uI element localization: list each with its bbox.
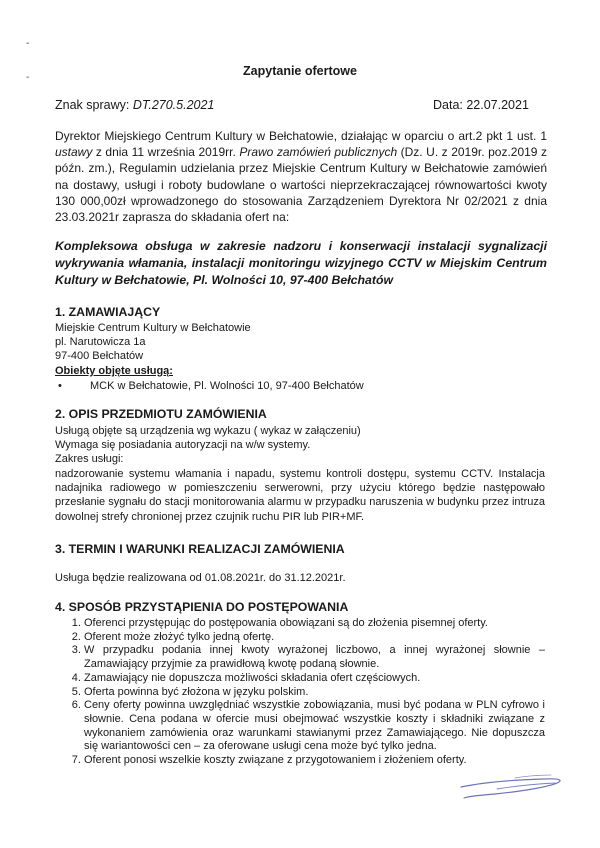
objects-label: Obiekty objęte usługą: — [55, 364, 173, 377]
case-reference — [55, 98, 214, 112]
list-item: 2. Oferent może złożyć tylko jedną ofertę. — [84, 631, 545, 645]
intro-italic-2: Prawo zamówień publicznych — [239, 145, 398, 160]
signature-icon — [455, 765, 570, 805]
intro-paragraph — [55, 128, 547, 225]
section-2-lines — [55, 424, 361, 467]
case-reference-value: DT.270.5.2021 — [132, 98, 215, 112]
section-4-heading: 4. SPOSÓB PRZYSTĄPIENIA DO POSTĘPOWANIA — [55, 600, 349, 614]
conditions-list — [55, 617, 545, 768]
buyer-city: 97-400 Bełchatów — [55, 350, 144, 363]
list-item: 1. Oferenci przystępując do postępowania obowiązani są do złożenia pisemnej oferty. — [84, 617, 545, 631]
buyer-address — [55, 321, 251, 378]
intro-text-2: z dnia 11 września 2019rr. — [92, 145, 240, 160]
case-reference-label: Znak sprawy: — [55, 98, 130, 112]
buyer-street: pl. Narutowicza 1a — [55, 336, 146, 349]
object-item: MCK w Bełchatowie, Pl. Wolności 10, 97-400 Bełchatów — [90, 380, 364, 392]
list-item: 3. W przypadku podania innej kwoty wyrażonej liczbowo, a innej wyrażonej słownie – Zamawiający przyjmie za prawidłową kwotę podaną słownie. — [84, 644, 545, 671]
section-1-heading: 1. ZAMAWIAJĄCY — [55, 305, 161, 319]
section-2-line-1: Usługą objęte są urządzenia wg wykazu ( wykaz w załączeniu) — [55, 425, 361, 437]
service-period: Usługa będzie realizowana od 01.08.2021r. do 31.12.2021r. — [55, 572, 346, 584]
corner-mark-bottom: - — [26, 72, 30, 83]
section-2-line-2: Wymaga się posiadania autoryzacji na w/w systemy. — [55, 439, 311, 452]
section-2-heading: 2. OPIS PRZEDMIOTU ZAMÓWIENIA — [55, 407, 267, 421]
intro-text-1: Dyrektor Miejskiego Centrum Kultury w Bełchatowie, działając w oparciu o art.2 pkt 1 ust. 1 — [55, 129, 547, 143]
order-subject: Kompleksowa obsługa w zakresie nadzoru i konserwacji instalacji sygnalizacji wykrywania włamania, instalacji monitoringu wizyjnego CCTV w Miejskim Centrum Kultury w Bełchatowie, Pl. Wolności 10, 97-400 Bełchatów — [55, 239, 547, 287]
intro-text-3: (Dz. U. z 2019r. poz.2019 z późn. zm.), Regulamin udzielania przez Miejskie Centrum Kultury w Bełchatowie zamówień na dostawy, usługi i roboty budowlane o wartości nieprzekraczającej równowartości kwoty 130 000,00zł wprowadzonego do stosowania Zarządzeniem Dyrektora Nr 02/2021 z dnia 23.03.2021r zaprasza do składania ofert na: — [55, 145, 547, 225]
corner-mark-top: - — [26, 38, 30, 49]
buyer-name: Miejskie Centrum Kultury w Bełchatowie — [55, 322, 251, 334]
list-item: 7. Oferent ponosi wszelkie koszty związane z przygotowaniem i złożeniem oferty. — [84, 754, 545, 768]
list-item: 4. Zamawiający nie dopuszcza możliwości składania ofert częściowych. — [84, 672, 545, 686]
intro-italic-1: ustawy — [55, 145, 93, 160]
bullet-icon: • — [58, 380, 62, 392]
document-date: Data: 22.07.2021 — [433, 98, 529, 112]
list-item: 6. Ceny oferty powinna uwzględniać wszystkie zobowiązania, musi być podana w PLN cyfrowo i słownie. Cena podana w ofercie musi obejmować wszystkie koszty i składniki związane z wykonaniem zamówienia oraz warunkami stawianymi przez Zamawiającego. Nie dopuszcza się wariantowości cen – za oferowane usługi cena może być tylko jedna. — [84, 699, 545, 754]
service-scope: nadzorowanie systemu włamania i napadu, systemu kontroli dostępu, systemu CCTV. Instalacja nadajnika radiowego w pomieszczeniu serwerowni, przy użyciu którego będzie następowało przesłanie sygnału do stacji monitorowania alarmu w przypadku naruszenia w budynku przez intruza dowolnej strefy chronionej przez czujnik ruchu PIR lub PIR+MF. — [55, 468, 545, 523]
list-item: 5. Oferta powinna być złożona w języku polskim. — [84, 686, 545, 700]
section-3-heading: 3. TERMIN I WARUNKI REALIZACJI ZAMÓWIENIA — [55, 542, 345, 556]
section-2-line-3: Zakres usługi: — [55, 453, 124, 466]
document-title: Zapytanie ofertowe — [243, 64, 357, 78]
